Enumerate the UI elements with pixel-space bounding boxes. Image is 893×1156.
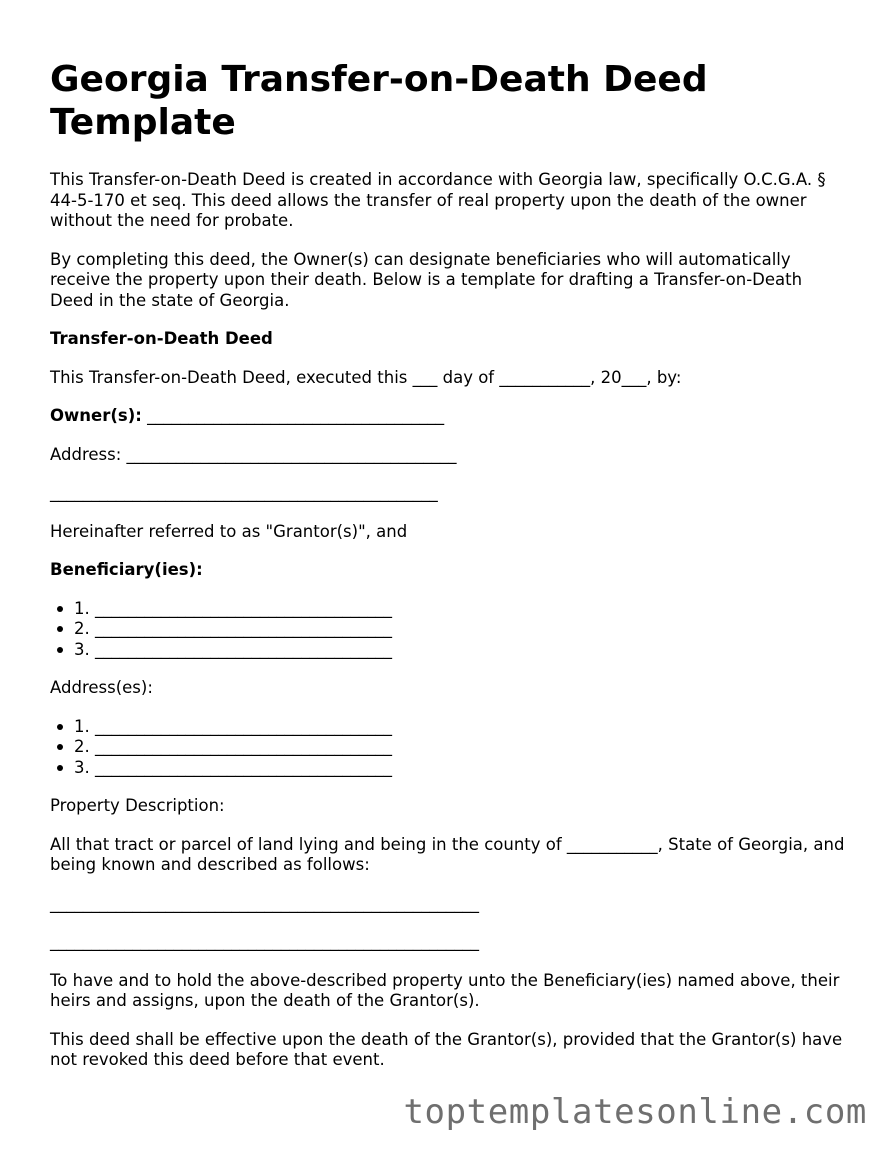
addresses-label: Address(es):	[50, 678, 153, 697]
executed-line: This Transfer-on-Death Deed, executed this ___ day of ___________, 20___, by:	[50, 367, 682, 387]
owner-line	[50, 406, 850, 427]
property-text: All that tract or parcel of land lying and being in the county of ___________, State of Georgia, and being known and described as follows:	[50, 834, 845, 874]
owner-label: Owner(s):	[50, 406, 142, 425]
beneficiaries-label: Beneficiary(ies):	[50, 560, 203, 579]
document-page	[50, 58, 850, 1089]
watermark: toptemplatesonline.com	[403, 1092, 867, 1132]
effective-paragraph: This deed shall be effective upon the death of the Grantor(s), provided that the Grantor(s) have not revoked this deed before that event.	[50, 1029, 843, 1069]
list-item: 1. ____________________________________	[74, 599, 850, 620]
habendum-paragraph: To have and to hold the above-described property unto the Beneficiary(ies) named above, their heirs and assigns, upon the death of the Grantor(s).	[50, 970, 840, 1010]
property-line-1: ____________________________________________________	[50, 893, 479, 913]
property-label: Property Description:	[50, 796, 225, 815]
intro-paragraph-2: By completing this deed, the Owner(s) can designate beneficiaries who will automatically receive the property upon their death. Below is a template for drafting a Transfer-on-Death Deed in the state of Georgia.	[50, 249, 803, 310]
document-title: Georgia Transfer-on-Death Deed Template	[50, 59, 708, 143]
grantor-line: Hereinafter referred to as "Grantor(s)", and	[50, 521, 408, 541]
beneficiaries-list	[50, 599, 850, 661]
section-heading: Transfer-on-Death Deed	[50, 329, 273, 348]
list-item: 3. ____________________________________	[74, 640, 850, 661]
address-line-2: _______________________________________________	[50, 483, 438, 502]
owner-blank: ____________________________________	[141, 406, 445, 425]
list-item: 3. ____________________________________	[74, 758, 850, 779]
address-line: Address: ________________________________________	[50, 444, 457, 464]
addresses-list	[50, 717, 850, 779]
list-item: 2. ____________________________________	[74, 737, 850, 758]
list-item: 2. ____________________________________	[74, 619, 850, 640]
property-line-2: ____________________________________________________	[50, 932, 479, 951]
intro-paragraph-1: This Transfer-on-Death Deed is created in accordance with Georgia law, specifically O.C.G.A. § 44-5-170 et seq. This deed allows the transfer of real property upon the death of the owner without the need for probate.	[50, 170, 826, 230]
list-item: 1. ____________________________________	[74, 717, 850, 738]
